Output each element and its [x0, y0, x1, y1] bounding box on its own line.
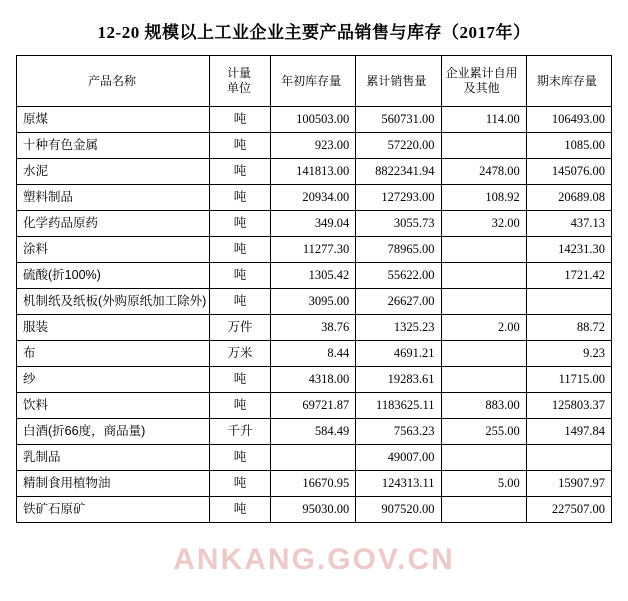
cell-begin-inventory: 100503.00: [271, 107, 356, 133]
cell-begin-inventory: 4318.00: [271, 367, 356, 393]
table-row: [17, 315, 612, 341]
cell-self-use: [441, 497, 526, 523]
cell-unit: 吨: [210, 107, 271, 133]
cell-product-name: 水泥: [17, 159, 210, 185]
cell-cumulative-sales: 1325.23: [356, 315, 441, 341]
table-row: [17, 185, 612, 211]
cell-product-name: 化学药品原药: [17, 211, 210, 237]
table-header-row: [17, 56, 612, 107]
table-row: [17, 289, 612, 315]
cell-product-name: 白酒(折66度，商品量): [17, 419, 210, 445]
cell-cumulative-sales: 57220.00: [356, 133, 441, 159]
cell-end-inventory: [526, 445, 611, 471]
cell-product-name: 纱: [17, 367, 210, 393]
cell-end-inventory: 9.23: [526, 341, 611, 367]
cell-begin-inventory: 11277.30: [271, 237, 356, 263]
cell-cumulative-sales: 78965.00: [356, 237, 441, 263]
cell-end-inventory: 1085.00: [526, 133, 611, 159]
cell-product-name: 十种有色金属: [17, 133, 210, 159]
cell-unit: 吨: [210, 445, 271, 471]
cell-unit: 吨: [210, 159, 271, 185]
cell-product-name: 乳制品: [17, 445, 210, 471]
table-header: [17, 56, 612, 107]
cell-self-use: 108.92: [441, 185, 526, 211]
cell-unit: 吨: [210, 237, 271, 263]
cell-product-name: 布: [17, 341, 210, 367]
cell-cumulative-sales: 3055.73: [356, 211, 441, 237]
column-header-self-use-line1: 企业累计自用: [445, 66, 518, 80]
cell-cumulative-sales: 127293.00: [356, 185, 441, 211]
cell-product-name: 机制纸及纸板(外购原纸加工除外): [17, 289, 210, 315]
column-header-unit-line2: 单位: [226, 81, 251, 95]
table-row: [17, 263, 612, 289]
cell-end-inventory: 1721.42: [526, 263, 611, 289]
product-sales-inventory-table: [16, 55, 612, 523]
column-header-self-use: [441, 56, 526, 107]
cell-product-name: 塑料制品: [17, 185, 210, 211]
cell-self-use: [441, 237, 526, 263]
cell-self-use: [441, 445, 526, 471]
column-header-product-name: 产品名称: [17, 56, 210, 107]
cell-begin-inventory: 8.44: [271, 341, 356, 367]
column-header-unit: [210, 56, 271, 107]
cell-end-inventory: 106493.00: [526, 107, 611, 133]
cell-cumulative-sales: 560731.00: [356, 107, 441, 133]
cell-unit: 千升: [210, 419, 271, 445]
cell-unit: 吨: [210, 185, 271, 211]
table-row: [17, 133, 612, 159]
cell-end-inventory: 15907.97: [526, 471, 611, 497]
cell-self-use: 255.00: [441, 419, 526, 445]
cell-self-use: 32.00: [441, 211, 526, 237]
cell-unit: 吨: [210, 211, 271, 237]
cell-unit: 吨: [210, 367, 271, 393]
cell-cumulative-sales: 8822341.94: [356, 159, 441, 185]
column-header-self-use-line2: 及其他: [463, 81, 500, 95]
cell-begin-inventory: 3095.00: [271, 289, 356, 315]
cell-end-inventory: 20689.08: [526, 185, 611, 211]
cell-unit: 吨: [210, 289, 271, 315]
cell-begin-inventory: 141813.00: [271, 159, 356, 185]
watermark: ANKANG.GOV.CN: [173, 543, 455, 576]
cell-begin-inventory: 584.49: [271, 419, 356, 445]
cell-product-name: 饮料: [17, 393, 210, 419]
cell-product-name: 原煤: [17, 107, 210, 133]
cell-product-name: 铁矿石原矿: [17, 497, 210, 523]
cell-cumulative-sales: 19283.61: [356, 367, 441, 393]
cell-self-use: 2.00: [441, 315, 526, 341]
page-title: 12-20 规模以上工业企业主要产品销售与库存（2017年）: [97, 23, 531, 42]
cell-begin-inventory: 20934.00: [271, 185, 356, 211]
column-header-end-inventory: 期末库存量: [526, 56, 611, 107]
cell-cumulative-sales: 907520.00: [356, 497, 441, 523]
cell-self-use: 114.00: [441, 107, 526, 133]
cell-cumulative-sales: 55622.00: [356, 263, 441, 289]
table-body: [17, 107, 612, 523]
column-header-begin-inventory: 年初库存量: [271, 56, 356, 107]
cell-self-use: 883.00: [441, 393, 526, 419]
table-row: [17, 237, 612, 263]
cell-end-inventory: 88.72: [526, 315, 611, 341]
table-row: [17, 107, 612, 133]
cell-cumulative-sales: 1183625.11: [356, 393, 441, 419]
cell-end-inventory: 227507.00: [526, 497, 611, 523]
cell-begin-inventory: 1305.42: [271, 263, 356, 289]
table-row: [17, 497, 612, 523]
cell-unit: 吨: [210, 393, 271, 419]
cell-unit: 吨: [210, 263, 271, 289]
cell-cumulative-sales: 26627.00: [356, 289, 441, 315]
cell-begin-inventory: [271, 445, 356, 471]
cell-unit: 吨: [210, 471, 271, 497]
cell-product-name: 涂料: [17, 237, 210, 263]
cell-self-use: [441, 367, 526, 393]
cell-end-inventory: 145076.00: [526, 159, 611, 185]
cell-end-inventory: 11715.00: [526, 367, 611, 393]
column-header-cumulative-sales: 累计销售量: [356, 56, 441, 107]
cell-end-inventory: 125803.37: [526, 393, 611, 419]
table-row: [17, 159, 612, 185]
table-row: [17, 419, 612, 445]
cell-begin-inventory: 69721.87: [271, 393, 356, 419]
cell-cumulative-sales: 4691.21: [356, 341, 441, 367]
table-row: [17, 471, 612, 497]
cell-unit: 吨: [210, 133, 271, 159]
cell-end-inventory: [526, 289, 611, 315]
cell-self-use: [441, 263, 526, 289]
table-row: [17, 393, 612, 419]
cell-unit: 万米: [210, 341, 271, 367]
cell-self-use: [441, 289, 526, 315]
cell-unit: 万件: [210, 315, 271, 341]
cell-begin-inventory: 95030.00: [271, 497, 356, 523]
cell-self-use: [441, 133, 526, 159]
cell-self-use: 2478.00: [441, 159, 526, 185]
cell-self-use: [441, 341, 526, 367]
cell-product-name: 精制食用植物油: [17, 471, 210, 497]
table-row: [17, 341, 612, 367]
cell-self-use: 5.00: [441, 471, 526, 497]
cell-end-inventory: 1497.84: [526, 419, 611, 445]
cell-end-inventory: 14231.30: [526, 237, 611, 263]
cell-cumulative-sales: 124313.11: [356, 471, 441, 497]
table-row: [17, 211, 612, 237]
column-header-unit-line1: 计量: [226, 66, 251, 80]
cell-product-name: 硫酸(折100%): [17, 263, 210, 289]
cell-begin-inventory: 349.04: [271, 211, 356, 237]
cell-end-inventory: 437.13: [526, 211, 611, 237]
cell-product-name: 服装: [17, 315, 210, 341]
cell-cumulative-sales: 49007.00: [356, 445, 441, 471]
cell-begin-inventory: 16670.95: [271, 471, 356, 497]
cell-begin-inventory: 38.76: [271, 315, 356, 341]
cell-begin-inventory: 923.00: [271, 133, 356, 159]
table-row: [17, 367, 612, 393]
cell-cumulative-sales: 7563.23: [356, 419, 441, 445]
cell-unit: 吨: [210, 497, 271, 523]
table-row: [17, 445, 612, 471]
